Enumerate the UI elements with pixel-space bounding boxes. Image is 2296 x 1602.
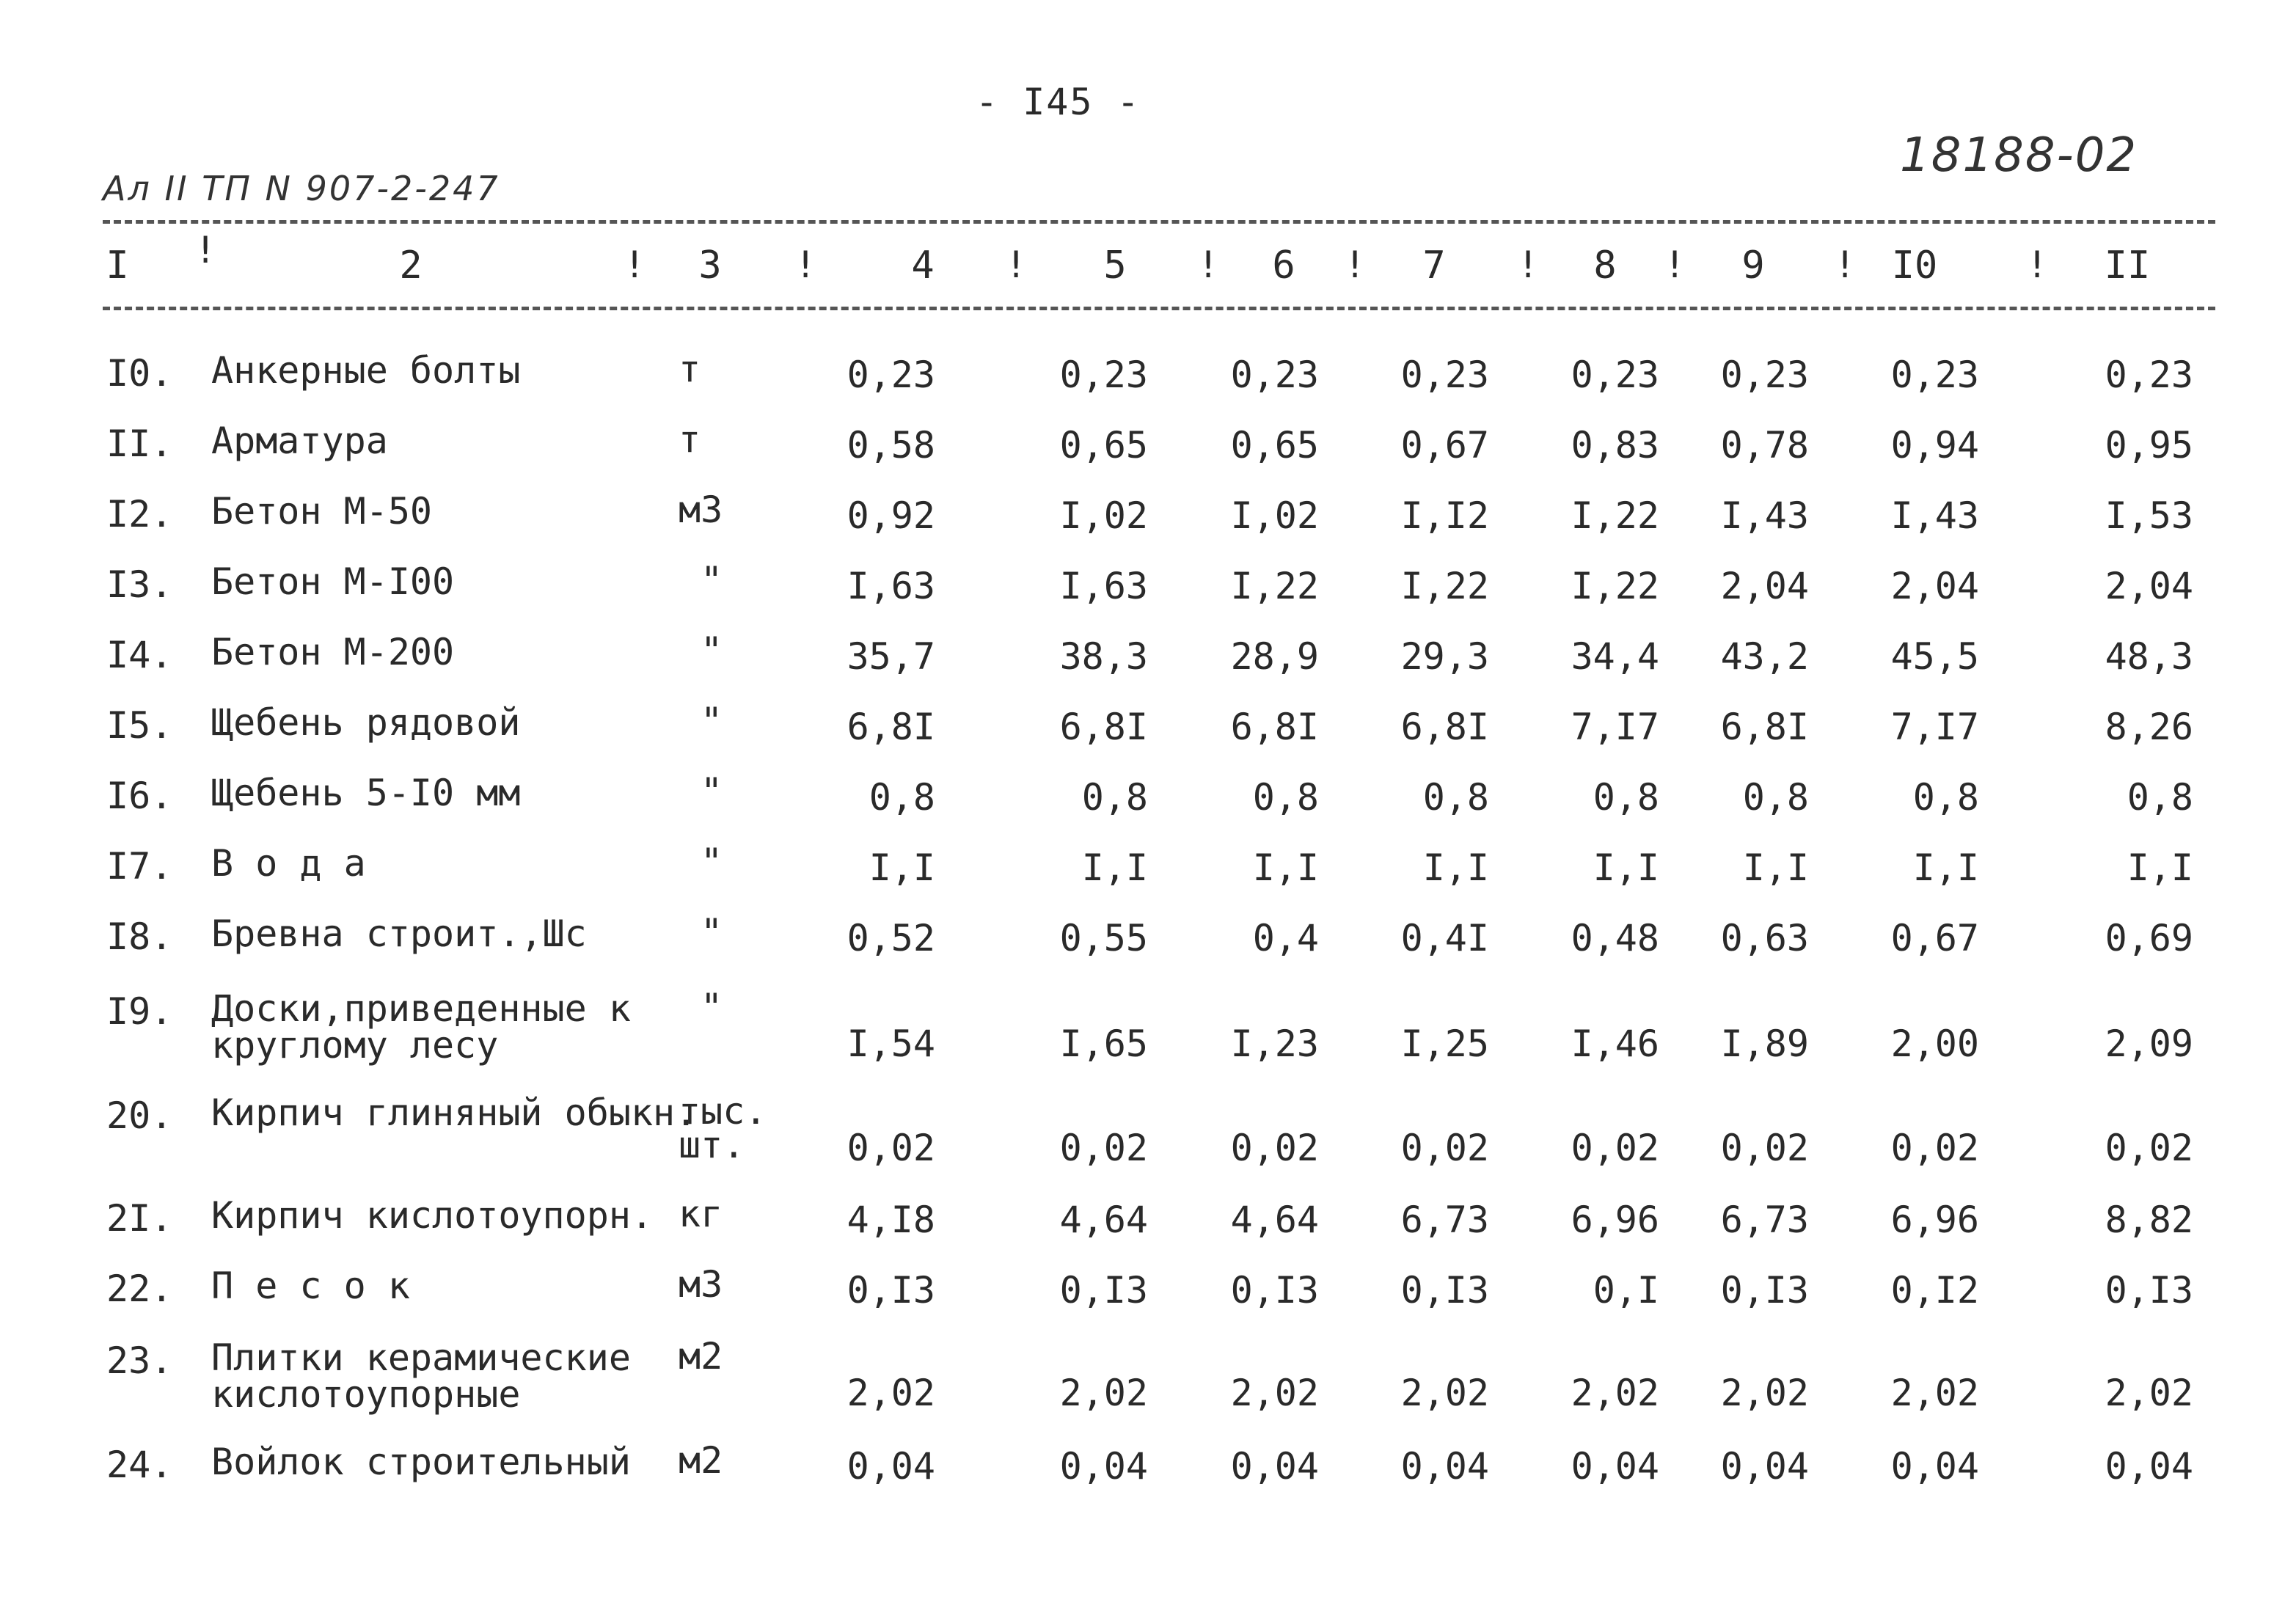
material-name: Бетон М-200 — [211, 631, 455, 673]
value-cell: 0,78 — [1720, 424, 1809, 467]
column-header: 2 — [399, 244, 423, 288]
material-name: Бревна строит.,Шс — [211, 912, 587, 955]
value-cell: 0,8 — [1742, 776, 1809, 819]
value-cell: 2,02 — [2105, 1372, 2193, 1414]
value-cell: 0,I — [1593, 1269, 1659, 1312]
value-cell: 0,8 — [869, 776, 935, 819]
value-cell: I,I — [1422, 846, 1489, 889]
value-cell: 7,I7 — [1890, 706, 1979, 748]
value-cell: 0,4I — [1400, 917, 1489, 959]
value-cell: 0,04 — [1571, 1445, 1659, 1488]
material-name: Плитки керамические кислотоупорные — [211, 1336, 631, 1416]
value-cell: 0,02 — [1571, 1127, 1659, 1169]
unit: кг — [679, 1193, 723, 1235]
material-name: Бетон М-50 — [211, 490, 433, 533]
value-cell: I,I — [1252, 846, 1319, 889]
unit: т — [679, 418, 701, 461]
value-cell: 0,04 — [1230, 1445, 1319, 1488]
value-cell: 0,65 — [1059, 424, 1148, 467]
value-cell: I,89 — [1720, 1023, 1809, 1065]
value-cell: 0,I2 — [1890, 1269, 1979, 1312]
value-cell: 35,7 — [847, 635, 935, 678]
unit: " — [701, 700, 723, 742]
column-separator: ! — [1005, 244, 1028, 286]
value-cell: I,23 — [1230, 1023, 1319, 1065]
value-cell: 38,3 — [1059, 635, 1148, 678]
value-cell: 0,8 — [1252, 776, 1319, 819]
value-cell: 45,5 — [1890, 635, 1979, 678]
value-cell: 0,04 — [847, 1445, 935, 1488]
value-cell: 6,96 — [1571, 1199, 1659, 1241]
column-separator: ! — [1834, 244, 1857, 286]
value-cell: 2,02 — [1400, 1372, 1489, 1414]
value-cell: I,22 — [1230, 565, 1319, 607]
value-cell: 0,I3 — [1720, 1269, 1809, 1312]
value-cell: I,25 — [1400, 1023, 1489, 1065]
value-cell: 0,02 — [1890, 1127, 1979, 1169]
value-cell: I,I — [1912, 846, 1979, 889]
value-cell: 0,23 — [847, 354, 935, 396]
column-separator: ! — [794, 244, 817, 286]
column-header: 6 — [1272, 244, 1295, 288]
value-cell: 0,23 — [1720, 354, 1809, 396]
value-cell: 0,55 — [1059, 917, 1148, 959]
value-cell: 0,I3 — [1400, 1269, 1489, 1312]
column-header: 4 — [911, 244, 935, 288]
value-cell: 0,8 — [1912, 776, 1979, 819]
column-separator: ! — [1197, 244, 1220, 286]
value-cell: 2,00 — [1890, 1023, 1979, 1065]
column-separator: ! — [1344, 244, 1367, 286]
column-separator: ! — [1517, 244, 1540, 286]
unit: м3 — [679, 489, 723, 531]
row-number: 24. — [106, 1444, 173, 1486]
value-cell: 0,23 — [1890, 354, 1979, 396]
value-cell: 2,09 — [2105, 1023, 2193, 1065]
value-cell: 0,23 — [1059, 354, 1148, 396]
row-number: I3. — [106, 563, 173, 606]
column-header: 5 — [1103, 244, 1127, 288]
value-cell: 2,04 — [1890, 565, 1979, 607]
value-cell: 2,02 — [1890, 1372, 1979, 1414]
header-top-divider — [103, 220, 2215, 224]
unit: т — [679, 348, 701, 390]
unit: " — [701, 911, 723, 954]
material-name: Бетон М-I00 — [211, 560, 455, 603]
value-cell: 8,26 — [2105, 706, 2193, 748]
value-cell: I,02 — [1230, 494, 1319, 537]
value-cell: 0,8 — [1593, 776, 1659, 819]
column-header: 3 — [698, 244, 722, 288]
value-cell: 6,73 — [1400, 1199, 1489, 1241]
value-cell: I,46 — [1571, 1023, 1659, 1065]
unit: " — [701, 770, 723, 813]
material-name: Анкерные болты — [211, 349, 521, 392]
document-number: 18188-02 — [1900, 128, 2138, 183]
value-cell: 2,02 — [1571, 1372, 1659, 1414]
value-cell: 2,02 — [1230, 1372, 1319, 1414]
value-cell: 0,I3 — [1059, 1269, 1148, 1312]
column-separator: ! — [194, 229, 217, 271]
value-cell: 0,04 — [1400, 1445, 1489, 1488]
unit: тыс. шт. — [679, 1090, 767, 1166]
unit: " — [701, 629, 723, 672]
value-cell: I,I — [1593, 846, 1659, 889]
column-header: I — [106, 244, 129, 288]
row-number: I2. — [106, 493, 173, 535]
value-cell: I,43 — [1720, 494, 1809, 537]
value-cell: I,02 — [1059, 494, 1148, 537]
row-number: 23. — [106, 1339, 173, 1382]
row-number: II. — [106, 423, 173, 465]
value-cell: I,63 — [847, 565, 935, 607]
value-cell: 8,82 — [2105, 1199, 2193, 1241]
value-cell: I,43 — [1890, 494, 1979, 537]
value-cell: 0,I3 — [2105, 1269, 2193, 1312]
value-cell: 0,67 — [1400, 424, 1489, 467]
material-name: П е с о к — [211, 1265, 410, 1307]
value-cell: 0,02 — [1059, 1127, 1148, 1169]
value-cell: 2,02 — [1720, 1372, 1809, 1414]
material-name: Доски,приведенные к круглому лесу — [211, 987, 631, 1067]
value-cell: 0,83 — [1571, 424, 1659, 467]
value-cell: I,54 — [847, 1023, 935, 1065]
material-name: Кирпич глиняный обыкн. — [211, 1091, 698, 1134]
value-cell: 0,63 — [1720, 917, 1809, 959]
value-cell: 6,8I — [1230, 706, 1319, 748]
material-name: Кирпич кислотоупорн. — [211, 1194, 654, 1237]
value-cell: I,65 — [1059, 1023, 1148, 1065]
value-cell: I,22 — [1400, 565, 1489, 607]
value-cell: 6,96 — [1890, 1199, 1979, 1241]
material-name: В о д а — [211, 842, 366, 885]
value-cell: I,22 — [1571, 494, 1659, 537]
value-cell: 29,3 — [1400, 635, 1489, 678]
value-cell: 0,04 — [2105, 1445, 2193, 1488]
material-name: Арматура — [211, 420, 388, 462]
value-cell: I,63 — [1059, 565, 1148, 607]
value-cell: I,I — [2127, 846, 2193, 889]
row-number: 20. — [106, 1094, 173, 1137]
column-header: II — [2104, 244, 2151, 288]
value-cell: I,I — [1742, 846, 1809, 889]
value-cell: 0,04 — [1059, 1445, 1148, 1488]
value-cell: 7,I7 — [1571, 706, 1659, 748]
value-cell: 4,64 — [1059, 1199, 1148, 1241]
column-header: I0 — [1891, 244, 1938, 288]
value-cell: I,I — [869, 846, 935, 889]
value-cell: 0,02 — [1400, 1127, 1489, 1169]
unit: м3 — [679, 1263, 723, 1306]
row-number: I4. — [106, 634, 173, 676]
column-separator: ! — [624, 244, 646, 286]
value-cell: 0,23 — [2105, 354, 2193, 396]
value-cell: 0,02 — [1230, 1127, 1319, 1169]
value-cell: 2,02 — [847, 1372, 935, 1414]
value-cell: 6,8I — [1720, 706, 1809, 748]
column-separator: ! — [1664, 244, 1686, 286]
row-number: I0. — [106, 352, 173, 395]
value-cell: 0,95 — [2105, 424, 2193, 467]
value-cell: 28,9 — [1230, 635, 1319, 678]
unit: " — [701, 559, 723, 601]
value-cell: 0,67 — [1890, 917, 1979, 959]
value-cell: 0,I3 — [1230, 1269, 1319, 1312]
value-cell: 0,8 — [1422, 776, 1489, 819]
unit: " — [701, 841, 723, 883]
value-cell: 0,04 — [1890, 1445, 1979, 1488]
row-number: 22. — [106, 1268, 173, 1310]
value-cell: 6,73 — [1720, 1199, 1809, 1241]
value-cell: 0,58 — [847, 424, 935, 467]
value-cell: 34,4 — [1571, 635, 1659, 678]
column-separator: ! — [2026, 244, 2049, 286]
value-cell: 0,94 — [1890, 424, 1979, 467]
value-cell: 0,4 — [1252, 917, 1319, 959]
unit: " — [701, 986, 723, 1028]
value-cell: 0,48 — [1571, 917, 1659, 959]
value-cell: 2,04 — [1720, 565, 1809, 607]
value-cell: 43,2 — [1720, 635, 1809, 678]
album-reference: Ал II ТП N 907-2-247 — [103, 169, 500, 208]
value-cell: 0,04 — [1720, 1445, 1809, 1488]
row-number: 2I. — [106, 1197, 173, 1240]
value-cell: I,I2 — [1400, 494, 1489, 537]
value-cell: 0,65 — [1230, 424, 1319, 467]
value-cell: I,53 — [2105, 494, 2193, 537]
value-cell: 48,3 — [2105, 635, 2193, 678]
value-cell: 0,8 — [1081, 776, 1148, 819]
material-name: Щебень 5-I0 мм — [211, 772, 521, 814]
material-name: Войлок строительный — [211, 1441, 631, 1483]
value-cell: 0,23 — [1230, 354, 1319, 396]
row-number: I7. — [106, 845, 173, 888]
value-cell: 0,02 — [1720, 1127, 1809, 1169]
value-cell: 0,8 — [2127, 776, 2193, 819]
value-cell: 6,8I — [847, 706, 935, 748]
value-cell: 0,I3 — [847, 1269, 935, 1312]
row-number: I5. — [106, 704, 173, 747]
page-number: - I45 - — [976, 81, 1141, 123]
value-cell: I,I — [1081, 846, 1148, 889]
column-header: 7 — [1422, 244, 1446, 288]
header-bottom-divider — [103, 307, 2215, 310]
row-number: I8. — [106, 915, 173, 958]
column-header: 9 — [1741, 244, 1765, 288]
value-cell: 0,02 — [847, 1127, 935, 1169]
value-cell: 2,02 — [1059, 1372, 1148, 1414]
value-cell: 0,23 — [1400, 354, 1489, 396]
row-number: I6. — [106, 775, 173, 817]
value-cell: 6,8I — [1059, 706, 1148, 748]
column-header: 8 — [1593, 244, 1617, 288]
material-name: Щебень рядовой — [211, 701, 521, 744]
row-number: I9. — [106, 990, 173, 1033]
value-cell: 6,8I — [1400, 706, 1489, 748]
value-cell: 4,I8 — [847, 1199, 935, 1241]
unit: м2 — [679, 1439, 723, 1482]
value-cell: 0,02 — [2105, 1127, 2193, 1169]
value-cell: 2,04 — [2105, 565, 2193, 607]
unit: м2 — [679, 1335, 723, 1378]
value-cell: I,22 — [1571, 565, 1659, 607]
value-cell: 0,69 — [2105, 917, 2193, 959]
value-cell: 0,23 — [1571, 354, 1659, 396]
value-cell: 0,92 — [847, 494, 935, 537]
value-cell: 0,52 — [847, 917, 935, 959]
value-cell: 4,64 — [1230, 1199, 1319, 1241]
